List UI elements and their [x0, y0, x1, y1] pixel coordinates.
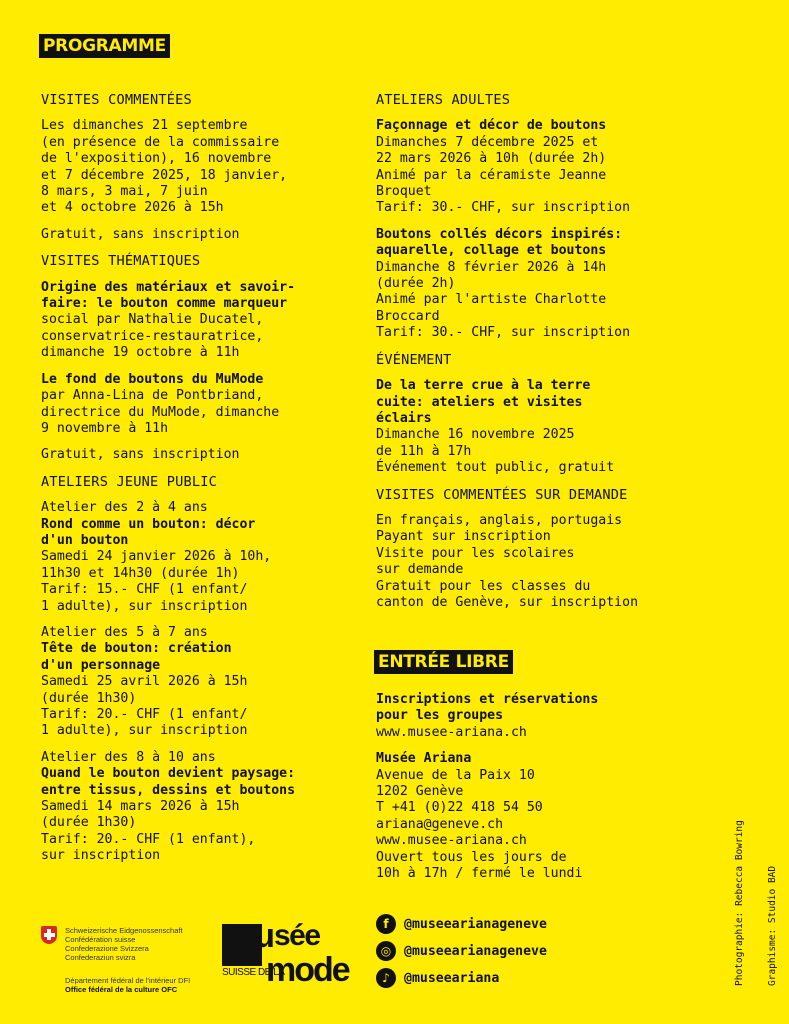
text-line: Samedi 24 janvier 2026 à 10h, — [41, 549, 272, 565]
social-handle: @museearianageneve — [404, 943, 547, 959]
text-line: Office fédéral de la culture OFC — [65, 985, 178, 994]
group-bookings — [376, 692, 696, 741]
text-line: Dimanche 16 novembre 2025 — [376, 427, 575, 443]
text-line: 8 mars, 3 mai, 7 juin — [41, 184, 208, 200]
instagram-icon: ◎ — [376, 941, 396, 961]
text-line: En français, anglais, portugais — [376, 512, 623, 528]
text-line: de l'exposition), 16 novembre — [41, 151, 272, 167]
visites-thematiques-section — [41, 253, 341, 463]
logo-suisse: SUISSE DE LA — [222, 967, 285, 978]
social-tiktok[interactable] — [376, 968, 499, 988]
workshop-title: entre tissus, dessins et boutons — [41, 782, 296, 798]
visit-title: faire: le bouton comme marqueur — [41, 296, 288, 312]
price-note: Gratuit, sans inscription — [41, 226, 240, 242]
bookings-title: pour les groupes — [376, 708, 504, 724]
text-line: 1 adulte), sur inscription — [41, 723, 248, 739]
text-line: Tarif: 30.- CHF, sur inscription — [376, 325, 631, 341]
logo-mu: mu — [226, 917, 273, 955]
contact-column — [376, 692, 696, 892]
text-line: Confédération suisse — [65, 935, 136, 944]
text-line: Tarif: 15.- CHF (1 enfant/ — [41, 582, 248, 598]
text-line: 22 mars 2026 à 10h (durée 2h) — [376, 151, 607, 167]
musee-mode-logo — [222, 918, 352, 988]
text-line: Broccard — [376, 308, 440, 324]
thematic-visit — [41, 280, 341, 362]
event-title: éclairs — [376, 410, 432, 426]
workshop-title: d'un personnage — [41, 657, 161, 673]
workshop-title: Tête de bouton: création — [41, 641, 232, 657]
text-line: Tarif: 30.- CHF, sur inscription — [376, 200, 631, 216]
text-line: Animé par la céramiste Jeanne — [376, 167, 607, 183]
on-demand-info — [376, 513, 696, 611]
section-heading: VISITES COMMENTÉES SUR DEMANDE — [376, 486, 628, 503]
text-line: (durée 1h30) — [41, 690, 137, 706]
text-line: Événement tout public, gratuit — [376, 460, 615, 476]
ateliers-adultes-section — [376, 92, 696, 342]
right-column — [376, 92, 696, 621]
workshop-title: Façonnage et décor de boutons — [376, 118, 607, 134]
text-line: Animé par l'artiste Charlotte — [376, 292, 607, 308]
text-line: Confederaziun svizra — [65, 953, 136, 962]
phone-number[interactable]: T +41 (0)22 418 54 50 — [376, 800, 543, 816]
text-line: Confederazione Svizzera — [65, 944, 149, 953]
text-line: sur inscription — [41, 848, 161, 864]
text-line: par Anna-Lina de Pontbriand, — [41, 388, 264, 404]
workshop — [41, 750, 341, 865]
visit-title: Le fond de boutons du MuMode — [41, 371, 264, 387]
text-line: Payant sur inscription — [376, 529, 551, 545]
text-line: conservatrice-restauratrice, — [41, 328, 264, 344]
section-heading: VISITES THÉMATIQUES — [41, 253, 201, 270]
website-link[interactable]: www.musee-ariana.ch — [376, 724, 527, 740]
section-heading: ATELIERS ADULTES — [376, 92, 511, 108]
event — [376, 378, 696, 476]
visites-commentees-dates — [41, 118, 341, 216]
text-line: Samedi 25 avril 2026 à 15h — [41, 674, 248, 690]
text-line: 10h à 17h / fermé le lundi — [376, 866, 583, 882]
text-line: Tarif: 20.- CHF (1 enfant/ — [41, 707, 248, 722]
price-note: Gratuit, sans inscription — [41, 447, 240, 463]
text-line: de 11h à 17h — [376, 443, 472, 459]
workshop-title: Rond comme un bouton: décor — [41, 516, 256, 532]
workshop-title: Quand le bouton devient paysage: — [41, 766, 296, 782]
social-handle: @museeariana — [404, 970, 500, 986]
workshop — [41, 625, 341, 740]
section-heading: ATELIERS JEUNE PUBLIC — [41, 473, 218, 490]
visit-title: Origine des matériaux et savoir- — [41, 279, 296, 295]
text-line: et 7 décembre 2025, 18 janvier, — [41, 167, 288, 183]
workshop-title: Boutons collés décors inspirés: — [376, 226, 623, 242]
text-line: Dimanches 7 décembre 2025 et — [376, 134, 599, 150]
text-line: Schweizerische Eidgenossenschaft — [65, 926, 183, 935]
logo-see: sée — [274, 919, 320, 952]
bookings-title: Inscriptions et réservations — [376, 692, 599, 707]
section-heading: VISITES COMMENTÉES — [41, 92, 192, 108]
email-link[interactable]: ariana@geneve.ch — [376, 816, 504, 832]
text-line: Samedi 14 mars 2026 à 15h — [41, 799, 240, 815]
logo-mode: mode — [266, 951, 349, 989]
event-title: De la terre crue à la terre — [376, 378, 591, 394]
text-line: Département fédéral de l'intérieur DFI — [65, 976, 191, 985]
social-handle: @museearianageneve — [404, 916, 547, 932]
confederation-names — [65, 926, 201, 962]
text-line: 1 adulte), sur inscription — [41, 598, 248, 614]
museum-name: Musée Ariana — [376, 751, 472, 767]
left-column — [41, 92, 341, 875]
website-link[interactable]: www.musee-ariana.ch — [376, 833, 527, 849]
age-group: Atelier des 5 à 7 ans — [41, 624, 208, 640]
age-group: Atelier des 8 à 10 ans — [41, 749, 216, 765]
text-line: 11h30 et 14h30 (durée 1h) — [41, 565, 240, 581]
text-line: Tarif: 20.- CHF (1 enfant), — [41, 831, 256, 847]
facebook-icon: f — [376, 914, 396, 934]
text-line: dimanche 19 octobre à 11h — [41, 345, 240, 361]
tiktok-icon: ♪ — [376, 968, 396, 988]
text-line: Visite pour les scolaires — [376, 545, 575, 561]
text-line: (durée 2h) — [376, 276, 456, 292]
text-line: Broquet — [376, 184, 432, 200]
social-instagram[interactable] — [376, 941, 547, 961]
workshop-title: d'un bouton — [41, 532, 129, 548]
text-line: (durée 1h30) — [41, 815, 137, 831]
text-line: directrice du MuMode, dimanche — [41, 404, 280, 420]
text-line: Avenue de la Paix 10 — [376, 767, 535, 783]
text-line: canton de Genève, sur inscription — [376, 594, 639, 610]
text-line: (en présence de la commissaire — [41, 134, 280, 150]
text-line: Dimanche 8 février 2026 à 14h — [376, 259, 607, 275]
ateliers-jeune-public-section — [41, 474, 341, 865]
federal-office-logo — [41, 926, 201, 994]
workshop — [376, 227, 696, 342]
programme-title: PROGRAMME — [39, 34, 170, 58]
entree-libre-badge: ENTRÉE LIBRE — [374, 650, 513, 674]
thematic-visit — [41, 372, 341, 438]
text-line: Ouvert tous les jours de — [376, 849, 567, 865]
workshop — [41, 500, 341, 615]
museum-address — [376, 751, 696, 882]
event-title: cuite: ateliers et visites — [376, 394, 583, 410]
workshop — [376, 118, 696, 216]
design-credit: Graphisme: Studio BAD — [767, 865, 778, 986]
workshop-title: aquarelle, collage et boutons — [376, 243, 607, 259]
section-heading: ÉVÉNEMENT — [376, 351, 452, 368]
department — [65, 976, 201, 994]
text-line: Les dimanches 21 septembre — [41, 118, 248, 134]
photo-credit: Photographie: Rebecca Bowring — [734, 820, 745, 986]
text-line: et 4 octobre 2026 à 15h — [41, 200, 224, 216]
text-line: sur demande — [376, 562, 464, 578]
age-group: Atelier des 2 à 4 ans — [41, 500, 208, 516]
social-facebook[interactable] — [376, 914, 547, 934]
evenement-section — [376, 352, 696, 477]
visites-sur-demande-section — [376, 487, 696, 612]
swiss-cross-icon — [41, 926, 57, 944]
credits — [712, 820, 789, 986]
text-line: Gratuit pour les classes du — [376, 578, 591, 594]
visites-commentees-section — [41, 92, 341, 243]
text-line: 1202 Genève — [376, 784, 464, 800]
text-line: 9 novembre à 11h — [41, 420, 169, 436]
text-line: social par Nathalie Ducatel, — [41, 312, 264, 328]
